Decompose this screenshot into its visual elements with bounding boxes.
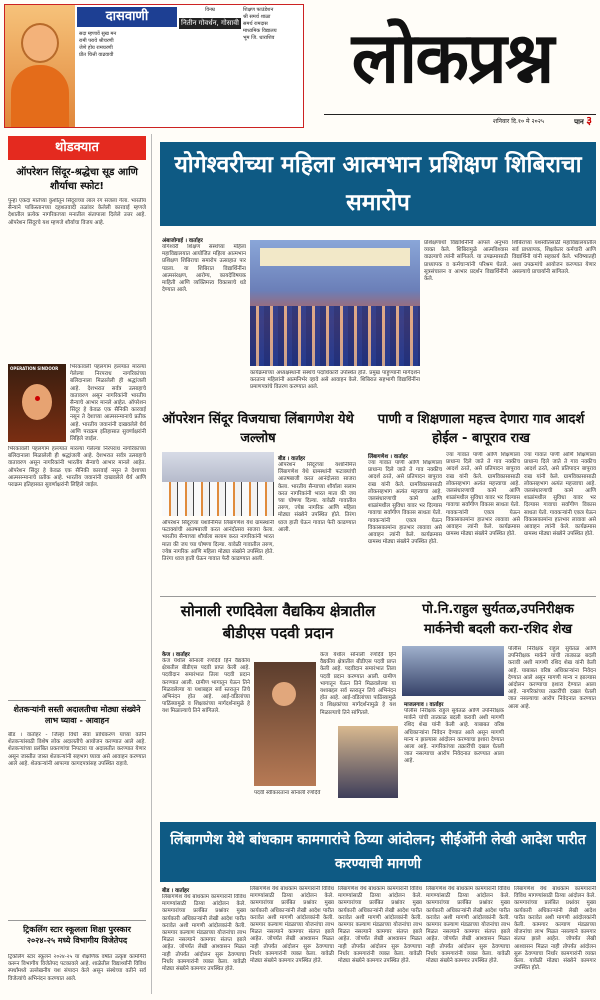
story5-col-2: पोलीस निरीक्षक राहुल सुर्यतळ आणि उपनिरीक्षक मार्कने यांची तात्काळ बदली करावी अशी मागणी रशिद शेख यांनी केली आहे. याबाबत वरिष्ठ अधिकाऱ्यांना निवेदन देण्यात आले असून मागणी मान्य न झाल्यास आंदोलन करण्याचा इशारा देण्यात आला आहे. नागरिकांच्या तक्रारींची दखल घेतली जात नसल्याचा आरोप निवेदनात करण्यात आला आहे. [508, 646, 596, 710]
saint-portrait [5, 5, 75, 128]
masthead [4, 4, 596, 128]
ad-right-line: श्री समर्थ शाळा [243, 14, 271, 20]
left-body-1: पुन्हा एकदा मातेच्या कुशीतून सिंदूराच्या लाल रंग सजला गेला. भारतीय सैन्याने पाकिस्तानच्या दहशतवादी तळांवर केलेली कारवाई म्हणजे देशातील प्रत्येक नागरिकाच्या मनातील संतापाला दिलेले उत्तर आहे. ऑपरेशन सिंदूरचे यश म्हणजे शौर्याचा विजय आहे. [8, 198, 146, 226]
lead-headline: योगेश्वरीच्या महिला आत्मभान प्रशिक्षण शिबिराचा समारोप [160, 142, 596, 226]
left-column [4, 134, 152, 994]
story2-dateline: बीड । वार्ताहर [278, 456, 306, 462]
ad-line: जेणे होय रामचरणी [79, 45, 113, 51]
left-headline-2: शेतकऱ्यांनी सस्ती अदालतीचा मोठ्या संख्येने लाभ घ्यावा - आवाहन [13, 705, 141, 725]
image-caption: OPERATION SINDOOR [10, 366, 59, 371]
story6-col-4: लिंबागणेश येथे बांधकाम कामगारांनी विविध मागण्यांसाठी ठिय्या आंदोलन केले. कामगारांच्या प्रलंबित प्रश्नांवर मुख्य कार्यकारी अधिकाऱ्यांनी लेखी आदेश पारीत करावेत अशी मागणी आंदोलकांनी केली. कामगार कल्याण मंडळाच्या योजनांचा लाभ मिळत नसल्याने कामगार संतप्त झाले आहेत. जोपर्यंत लेखी आश्वासन मिळत नाही तोपर्यंत आंदोलन सुरू ठेवण्याचा निर्धार कामगारांनी व्यक्त केला. यावेळी मोठ्या संख्येने कामगार उपस्थित होते. [426, 886, 510, 965]
ad-line: प्रीत चित्ती वाढवावी [79, 52, 114, 58]
lead-col-1: योगेश्वरी शिक्षण संस्थेच्या महिला महाविद्यालयात आयोजित महिला आत्मभान प्रशिक्षण शिबिराचा समारोप उत्साहात पार पडला. या शिबिरात विद्यार्थिनींना आत्मसंरक्षण, आरोग्य, कायदेविषयक माहिती आणि व्यक्तिमत्त्व विकासाचे धडे देण्यात आले. [162, 244, 246, 294]
newspaper-logo: लोकप्रश्न [351, 16, 553, 99]
left-body-3: बीड । वार्ताहर - जिल्हा विधी सेवा प्राधिकरण यांच्या वतीने शेतकऱ्यांसाठी विशेष लोक अदालतीचे आयोजन करण्यात आले आहे. शेतकऱ्यांच्या प्रलंबित प्रकरणांचा निपटारा या अदालतीत करण्यात येणार असून जास्तीत जास्त शेतकऱ्यांनी सहभाग घ्यावा असे आवाहन करण्यात आले आहे. शेतकऱ्यांनी आपल्या कागदपत्रांसह उपस्थित राहावे. [8, 732, 146, 767]
story6-col-1: लिंबागणेश येथे बांधकाम कामगारांनी विविध मागण्यांसाठी ठिय्या आंदोलन केले. कामगारांच्या प्रलंबित प्रश्नांवर मुख्य कार्यकारी अधिकाऱ्यांनी लेखी आदेश पारीत करावेत अशी मागणी आंदोलकांनी केली. कामगार कल्याण मंडळाच्या योजनांचा लाभ मिळत नसल्याने कामगार संतप्त झाले आहेत. जोपर्यंत लेखी आश्वासन मिळत नाही तोपर्यंत आंदोलन सुरू ठेवण्याचा निर्धार कामगारांनी व्यक्त केला. यावेळी मोठ्या संख्येने कामगार उपस्थित होते. [162, 894, 246, 973]
left-body-2: भिरकावली पहलगाम हल्ल्यात मारल्या गेलेल्या निरपराध नागरिकांच्या बलिदानाला मिळालेली ही श्रद्धांजली आहे. देशभरात सर्वत्र उत्साहाचे वातावरण असून नागरिकांनी भारतीय सैन्याचे आभार मानले आहेत. ऑपरेशन सिंदूर हे केवळ एक सैनिकी कारवाई नसून ते देशाच्या आत्मसन्मानाचे प्रतीक आहे. भारतीय जवानांनी दाखवलेले धैर्य आणि पराक्रम इतिहासात सुवर्णाक्षरांनी लिहिले जाईल. [8, 446, 146, 489]
story6-col-2: लिंबागणेश येथे बांधकाम कामगारांनी विविध मागण्यांसाठी ठिय्या आंदोलन केले. कामगारांच्या प्रलंबित प्रश्नांवर मुख्य कार्यकारी अधिकाऱ्यांनी लेखी आदेश पारीत करावेत अशी मागणी आंदोलकांनी केली. कामगार कल्याण मंडळाच्या योजनांचा लाभ मिळत नसल्याने कामगार संतप्त झाले आहेत. जोपर्यंत लेखी आश्वासन मिळत नाही तोपर्यंत आंदोलन सुरू ठेवण्याचा निर्धार कामगारांनी व्यक्त केला. यावेळी मोठ्या संख्येने कामगार उपस्थित होते. [250, 886, 334, 965]
advertisement [4, 4, 304, 128]
ad-sponsor-label: विनम्र [205, 7, 215, 13]
issue-date: शनिवार दि.१० मे २०२५ [493, 118, 544, 125]
lead-col-2: कार्यक्रमाच्या अध्यक्षस्थानी संस्थेचे पदाधिकारी उपस्थित होते. प्रमुख पाहुण्यांनी मार्गदर्शन करताना महिलांनी आत्मनिर्भर व्हावे असे आवाहन केले. शिबिरात सहभागी विद्यार्थिनींना प्रमाणपत्रांचे वितरण करण्यात आले. [250, 370, 420, 391]
operation-sindoor-image [8, 364, 66, 442]
story2-body-b: ऑपरेशन सिंदूरच्या यशानिमित्त लिंबागणेश येथे ग्रामस्थांनी फटाक्यांची आतषबाजी करत आनंदोत्सव साजरा केला. भारतीय सैन्याच्या शौर्याला सलाम करत नागरिकांनी भारत माता की जय च्या घोषणा दिल्या. यावेळी गावातील तरुण, ज्येष्ठ नागरिक आणि महिला मोठ्या संख्येने उपस्थित होते. तिरंगा ध्वज हाती घेऊन गावात फेरी काढण्यात आली. [162, 520, 274, 563]
section-tag: थोडक्यात [8, 136, 146, 160]
story3-headline: पाणी व शिक्षणाला महत्त्व देणारा गाव आदर्श होईल - बापूराव राख [377, 412, 585, 446]
lead-col-4: शिबिराच्या यशस्वीतेसाठी महाविद्यालयातील सर्व प्राध्यापक, शिक्षकेतर कर्मचारी आणि विद्यार्थिनी यांनी सहकार्य केले. भविष्यातही अशा उपक्रमांचे आयोजन करण्यात येणार असल्याचे प्राचार्यांनी सांगितले. [512, 240, 596, 275]
story5-col-1: पोलीस निरीक्षक राहुल सुर्यतळ आणि उपनिरीक्षक मार्कने यांची तात्काळ बदली करावी अशी मागणी रशिद शेख यांनी केली आहे. याबाबत वरिष्ठ अधिकाऱ्यांना निवेदन देण्यात आले असून मागणी मान्य न झाल्यास आंदोलन करण्याचा इशारा देण्यात आला आहे. नागरिकांच्या तक्रारींची दखल घेतली जात नसल्याचा आरोप निवेदनात करण्यात आला आहे. [404, 708, 504, 765]
ad-line: सदा म्हणावें सुख मन [79, 31, 117, 37]
story2-body: ऑपरेशन सिंदूरच्या यशानिमित्त लिंबागणेश येथे ग्रामस्थांनी फटाक्यांची आतषबाजी करत आनंदोत्सव साजरा केला. भारतीय सैन्याच्या शौर्याला सलाम करत नागरिकांनी भारत माता की जय च्या घोषणा दिल्या. यावेळी गावातील तरुण, ज्येष्ठ नागरिक आणि महिला मोठ्या संख्येने उपस्थित होते. तिरंगा ध्वज हाती घेऊन गावात फेरी काढण्यात आली. [278, 462, 356, 533]
story6-col-3: लिंबागणेश येथे बांधकाम कामगारांनी विविध मागण्यांसाठी ठिय्या आंदोलन केले. कामगारांच्या प्रलंबित प्रश्नांवर मुख्य कार्यकारी अधिकाऱ्यांनी लेखी आदेश पारीत करावेत अशी मागणी आंदोलकांनी केली. कामगार कल्याण मंडळाच्या योजनांचा लाभ मिळत नसल्याने कामगार संतप्त झाले आहेत. जोपर्यंत लेखी आश्वासन मिळत नाही तोपर्यंत आंदोलन सुरू ठेवण्याचा निर्धार कामगारांनी व्यक्त केला. यावेळी मोठ्या संख्येने कामगार उपस्थित होते. [338, 886, 422, 965]
ad-right-line: समर्थ रामदास [243, 21, 268, 27]
officer-photo [402, 646, 504, 696]
left-body-4: ट्रिकलिंग स्टार स्कूलने २०२४-२५ या शैक्षणिक वर्षात उत्कृष्ट कामगिरी करून विभागीय विजेतेपद पटकावले आहे. शाळेतील विद्यार्थ्यांनी विविध स्पर्धांमध्ये उल्लेखनीय यश संपादन केले असून संस्थेच्या वतीने सर्व विजेत्यांचे अभिनंदन करण्यात आले. [8, 954, 146, 982]
story5-dateline: माजलगाव । वार्ताहर [404, 702, 444, 708]
ad-brand: दासवाणी [77, 7, 177, 27]
ad-sponsor-name: नितीन गोवर्धन, गोसावी [179, 18, 241, 29]
lead-dateline: अंबाजोगाई । वार्ताहर [162, 238, 203, 244]
story4-caption: पदवी स्वीकारताना सोनाली रणदिवे [254, 790, 321, 796]
story6-dateline: बीड । वार्ताहर [162, 888, 190, 894]
ad-right-line: शिक्षण फाउंडेशन [243, 7, 274, 13]
left-body-1b: भिरकावली पहलगाम हल्ल्यात मारल्या गेलेल्या निरपराध नागरिकांच्या बलिदानाला मिळालेली ही श्रद्धांजली आहे. देशभरात सर्वत्र उत्साहाचे वातावरण असून नागरिकांनी भारतीय सैन्याचे आभार मानले आहेत. ऑपरेशन सिंदूर हे केवळ एक सैनिकी कारवाई नसून ते देशाच्या आत्मसन्मानाचे प्रतीक आहे. भारतीय जवानांनी दाखवलेले धैर्य आणि पराक्रम इतिहासात सुवर्णाक्षरांनी लिहिले जाईल. [70, 364, 146, 442]
left-headline-3: ट्रिकलिंग स्टार स्कूलला शिक्षा पुरस्कार २०२४-२५ मध्ये विभागीय विजेतेपद [23, 925, 131, 945]
story5-headline: पो.नि.राहुल सुर्यतळ,उपनिरीक्षक मार्कनेची बदली करा-रशिद शेख [422, 602, 574, 637]
story6-col-5: लिंबागणेश येथे बांधकाम कामगारांनी विविध मागण्यांसाठी ठिय्या आंदोलन केले. कामगारांच्या प्रलंबित प्रश्नांवर मुख्य कार्यकारी अधिकाऱ्यांनी लेखी आदेश पारीत करावेत अशी मागणी आंदोलकांनी केली. कामगार कल्याण मंडळाच्या योजनांचा लाभ मिळत नसल्याने कामगार संतप्त झाले आहेत. जोपर्यंत लेखी आश्वासन मिळत नाही तोपर्यंत आंदोलन सुरू ठेवण्याचा निर्धार कामगारांनी व्यक्त केला. यावेळी मोठ्या संख्येने कामगार उपस्थित होते. [514, 886, 596, 972]
page-number: पान ३ [574, 114, 592, 127]
celebration-photo [162, 452, 274, 516]
story4-headline: सोनाली रणदिवेला वैद्यकिय क्षेत्रातील बीडीएस पदवी प्रदान [180, 602, 376, 642]
story3-col-3: ज्या गावात पाणी आणि शिक्षणाला प्राधान्य दिले जाते ते गाव नक्कीच आदर्श ठरते, असे प्रतिपादन बापूराव राख यांनी केले. ग्रामविकासासाठी लोकसहभाग अत्यंत महत्त्वाचा आहे. जलसंधारणाची कामे आणि शाळांमधील सुविधा यावर भर दिल्यास गावाचा सर्वांगीण विकास साधता येतो. गावकऱ्यांनी एकत्र येऊन विकासकामांना हातभार लावावा असे आवाहन त्यांनी केले. कार्यक्रमास ग्रामस्थ मोठ्या संख्येने उपस्थित होते. [524, 452, 596, 538]
story3-col-2: ज्या गावात पाणी आणि शिक्षणाला प्राधान्य दिले जाते ते गाव नक्कीच आदर्श ठरते, असे प्रतिपादन बापूराव राख यांनी केले. ग्रामविकासासाठी लोकसहभाग अत्यंत महत्त्वाचा आहे. जलसंधारणाची कामे आणि शाळांमधील सुविधा यावर भर दिल्यास गावाचा सर्वांगीण विकास साधता येतो. गावकऱ्यांनी एकत्र येऊन विकासकामांना हातभार लावावा असे आवाहन त्यांनी केले. कार्यक्रमास ग्रामस्थ मोठ्या संख्येने उपस्थित होते. [446, 452, 520, 538]
ad-line: रामी परावे श्रीचरणी [79, 38, 114, 44]
ad-right-line: भूम जि. धाराशिव [243, 35, 275, 41]
story6-headline: लिंबागणेश येथे बांधकाम कामगारांचे ठिय्या आंदोलन; सीईओंनी लेखी आदेश पारीत करण्याची मागणी [160, 822, 596, 882]
story4-body: केज येथील सोनाली रणदिवे हिने वैद्यकीय क्षेत्रातील बीडीएस पदवी प्राप्त केली आहे. पदवीदान समारंभात तिला पदवी प्रदान करण्यात आली. ग्रामीण भागातून येऊन तिने मिळवलेल्या या यशाबद्दल सर्व स्तरातून तिचे अभिनंदन होत आहे. आई-वडिलांच्या पाठिंब्यामुळे व शिक्षकांच्या मार्गदर्शनामुळे हे यश मिळाल्याचे तिने सांगितले. [162, 658, 250, 715]
ad-right-line: माध्यमिक विद्यालय [243, 28, 277, 34]
story4-col-2: केज येथील सोनाली रणदिवे हिने वैद्यकीय क्षेत्रातील बीडीएस पदवी प्राप्त केली आहे. पदवीदान समारंभात तिला पदवी प्रदान करण्यात आली. ग्रामीण भागातून येऊन तिने मिळवलेल्या या यशाबद्दल सर्व स्तरातून तिचे अभिनंदन होत आहे. आई-वडिलांच्या पाठिंब्यामुळे व शिक्षकांच्या मार्गदर्शनामुळे हे यश मिळाल्याचे तिने सांगितले. [320, 652, 396, 716]
story3-col-1: ज्या गावात पाणी आणि शिक्षणाला प्राधान्य दिले जाते ते गाव नक्कीच आदर्श ठरते, असे प्रतिपादन बापूराव राख यांनी केले. ग्रामविकासासाठी लोकसहभाग अत्यंत महत्त्वाचा आहे. जलसंधारणाची कामे आणि शाळांमधील सुविधा यावर भर दिल्यास गावाचा सर्वांगीण विकास साधता येतो. गावकऱ्यांनी एकत्र येऊन विकासकामांना हातभार लावावा असे आवाहन त्यांनी केले. कार्यक्रमास ग्रामस्थ मोठ्या संख्येने उपस्थित होते. [368, 460, 442, 546]
graduation-ceremony-photo [338, 726, 398, 798]
story4-dateline: केज । वार्ताहर [162, 652, 190, 658]
graduate-photo [254, 662, 316, 786]
dateline [324, 114, 596, 128]
group-photo [250, 240, 420, 366]
lead-col-3: प्रशिक्षणार्थी विद्यार्थिनींनी आपले अनुभव व्यक्त केले. शिबिरामुळे आत्मविश्वास वाढल्याचे त्यांनी सांगितले. या उपक्रमासाठी प्राध्यापक व कर्मचाऱ्यांनी परिश्रम घेतले. सूत्रसंचालन व आभार प्रदर्शन विद्यार्थिनींनी केले. [424, 240, 508, 283]
left-headline-1: ऑपरेशन सिंदूर-श्रद्धेचा सूड आणि शौर्याचा स्फोट! [16, 167, 138, 192]
story2-headline: ऑपरेशन सिंदूर विजयाचा लिंबागणेश येथे जल्लोष [162, 412, 354, 446]
story3-dateline: लिंबागणेश । वार्ताहर [368, 454, 408, 460]
